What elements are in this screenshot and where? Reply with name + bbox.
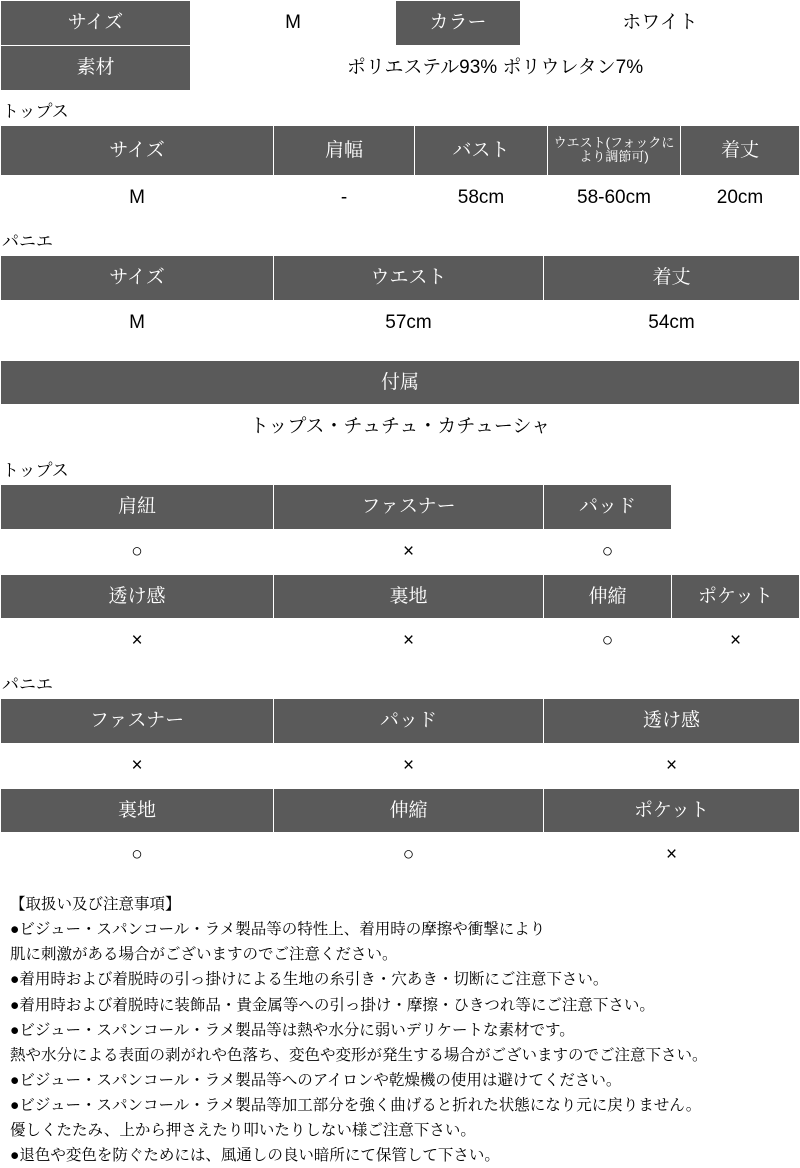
tops-size-header-length: 着丈 <box>681 125 800 176</box>
tops-size-header-shoulder: 肩幅 <box>274 125 415 176</box>
tops-feature-value-sheer: × <box>1 619 274 664</box>
tops-size-header-bust: バスト <box>415 125 548 176</box>
accessory-table <box>0 360 800 451</box>
tops-feature-header-sheer: 透け感 <box>1 574 274 619</box>
basic-color-header: カラー <box>396 1 521 46</box>
tops-feature-header-zipper: ファスナー <box>274 485 544 530</box>
panier-size-header-waist: ウエスト <box>274 256 544 301</box>
table-row <box>1 1 800 46</box>
care-note-line: ●ビジュー・スパンコール・ラメ製品等加工部分を強く曲げると折れた状態になり元に戻りません。 <box>10 1097 702 1114</box>
table-row <box>1 256 800 301</box>
table-row <box>1 125 800 176</box>
tops-feature-value-stretch: ○ <box>544 619 672 664</box>
panier-feature-value-lining: ○ <box>1 833 274 878</box>
panier-feature-header-lining: 裏地 <box>1 788 274 833</box>
tops-feature-header-strap: 肩紐 <box>1 485 274 530</box>
panier-size-table <box>0 255 800 346</box>
care-note-line: ●ビジュー・スパンコール・ラメ製品等は熱や水分に弱いデリケートな素材です。 <box>10 1021 575 1039</box>
care-note-line: ●退色や変色を防ぐためには、風通しの良い暗所にて保管して下さい。 <box>10 1147 500 1165</box>
panier-feature-header-zipper: ファスナー <box>1 699 274 744</box>
panier-feature-value-sheer: × <box>544 743 800 788</box>
panier-size-value-size: M <box>1 300 274 345</box>
table-row <box>1 360 800 405</box>
table-row <box>1 699 800 744</box>
panier-feature-value-pad: × <box>274 743 544 788</box>
basic-color-value: ホワイト <box>521 1 800 46</box>
tops-size-header-waist: ウエスト(フォックにより調節可) <box>548 125 681 176</box>
tops-size-header-size: サイズ <box>1 125 274 176</box>
table-row <box>1 485 800 530</box>
basic-material-value: ポリエステル93% ポリウレタン7% <box>191 45 800 90</box>
basic-material-header: 素材 <box>1 45 191 90</box>
panier-feature-section-label: パニエ <box>2 675 53 695</box>
panier-feature-value-zipper: × <box>1 743 274 788</box>
care-notes-title: 【取扱い及び注意事項】 <box>10 896 181 914</box>
tops-size-section-label: トップス <box>2 101 69 121</box>
tops-feature-value-pocket: × <box>672 619 800 664</box>
table-row <box>1 529 800 574</box>
basic-size-value: M <box>191 1 396 46</box>
tops-size-value-bust: 58cm <box>415 176 548 221</box>
tops-size-value-size: M <box>1 176 274 221</box>
panier-size-section-label: パニエ <box>2 232 53 252</box>
tops-size-value-length: 20cm <box>681 176 800 221</box>
spacer <box>0 346 800 360</box>
tops-feature-value-strap: ○ <box>1 529 274 574</box>
panier-feature-table <box>0 698 800 878</box>
tops-size-table <box>0 125 800 222</box>
tops-feature-header-pocket: ポケット <box>672 574 800 619</box>
table-row <box>1 574 800 619</box>
table-row <box>1 788 800 833</box>
accessory-header: 付属 <box>1 360 800 405</box>
tops-size-value-waist: 58-60cm <box>548 176 681 221</box>
care-notes <box>0 878 800 1168</box>
panier-size-value-length: 54cm <box>544 300 800 345</box>
table-row <box>1 300 800 345</box>
table-row <box>1 45 800 90</box>
panier-feature-value-stretch: ○ <box>274 833 544 878</box>
care-note-line: ●着用時および着脱時の引っ掛けによる生地の糸引き・穴あき・切断にご注意下さい。 <box>10 971 609 989</box>
table-row <box>1 405 800 450</box>
tops-feature-header-pad: パッド <box>544 485 672 530</box>
panier-feature-value-pocket: × <box>544 833 800 878</box>
panier-feature-header-pad: パッド <box>274 699 544 744</box>
care-note-line: ●ビジュー・スパンコール・ラメ製品等の特性上、着用時の摩擦や衝撃により <box>10 921 546 939</box>
panier-feature-header-pocket: ポケット <box>544 788 800 833</box>
accessory-value: トップス・チュチュ・カチューシャ <box>1 405 800 450</box>
tops-feature-value-zipper: × <box>274 529 544 574</box>
panier-size-value-waist: 57cm <box>274 300 544 345</box>
panier-feature-header-stretch: 伸縮 <box>274 788 544 833</box>
basic-size-header: サイズ <box>1 1 191 46</box>
tops-feature-header-stretch: 伸縮 <box>544 574 672 619</box>
basic-spec-table <box>0 0 800 91</box>
table-row <box>1 176 800 221</box>
panier-size-header-length: 着丈 <box>544 256 800 301</box>
table-row <box>1 743 800 788</box>
tops-feature-value-lining: × <box>274 619 544 664</box>
tops-feature-section-label: トップス <box>2 461 69 481</box>
tops-feature-table <box>0 484 800 664</box>
tops-feature-value-pad: ○ <box>544 529 672 574</box>
table-row <box>1 619 800 664</box>
care-note-line: 優しくたたみ、上から押さえたり叩いたりしない様ご注意下さい。 <box>10 1122 476 1140</box>
care-note-line: 熱や水分による表面の剥がれや色落ち、変色や変形が発生する場合がございますのでご注意下さい。 <box>10 1046 708 1064</box>
care-note-line: 肌に刺激がある場合がございますのでご注意ください。 <box>10 946 398 964</box>
panier-feature-header-sheer: 透け感 <box>544 699 800 744</box>
tops-size-value-shoulder: - <box>274 176 415 221</box>
care-note-line: ●着用時および着脱時に装飾品・貴金属等への引っ掛け・摩擦・ひきつれ等にご注意下さい。 <box>10 996 655 1014</box>
panier-size-header-size: サイズ <box>1 256 274 301</box>
tops-feature-header-lining: 裏地 <box>274 574 544 619</box>
table-row <box>1 833 800 878</box>
care-note-line: ●ビジュー・スパンコール・ラメ製品等へのアイロンや乾燥機の使用は避けてください。 <box>10 1071 622 1089</box>
